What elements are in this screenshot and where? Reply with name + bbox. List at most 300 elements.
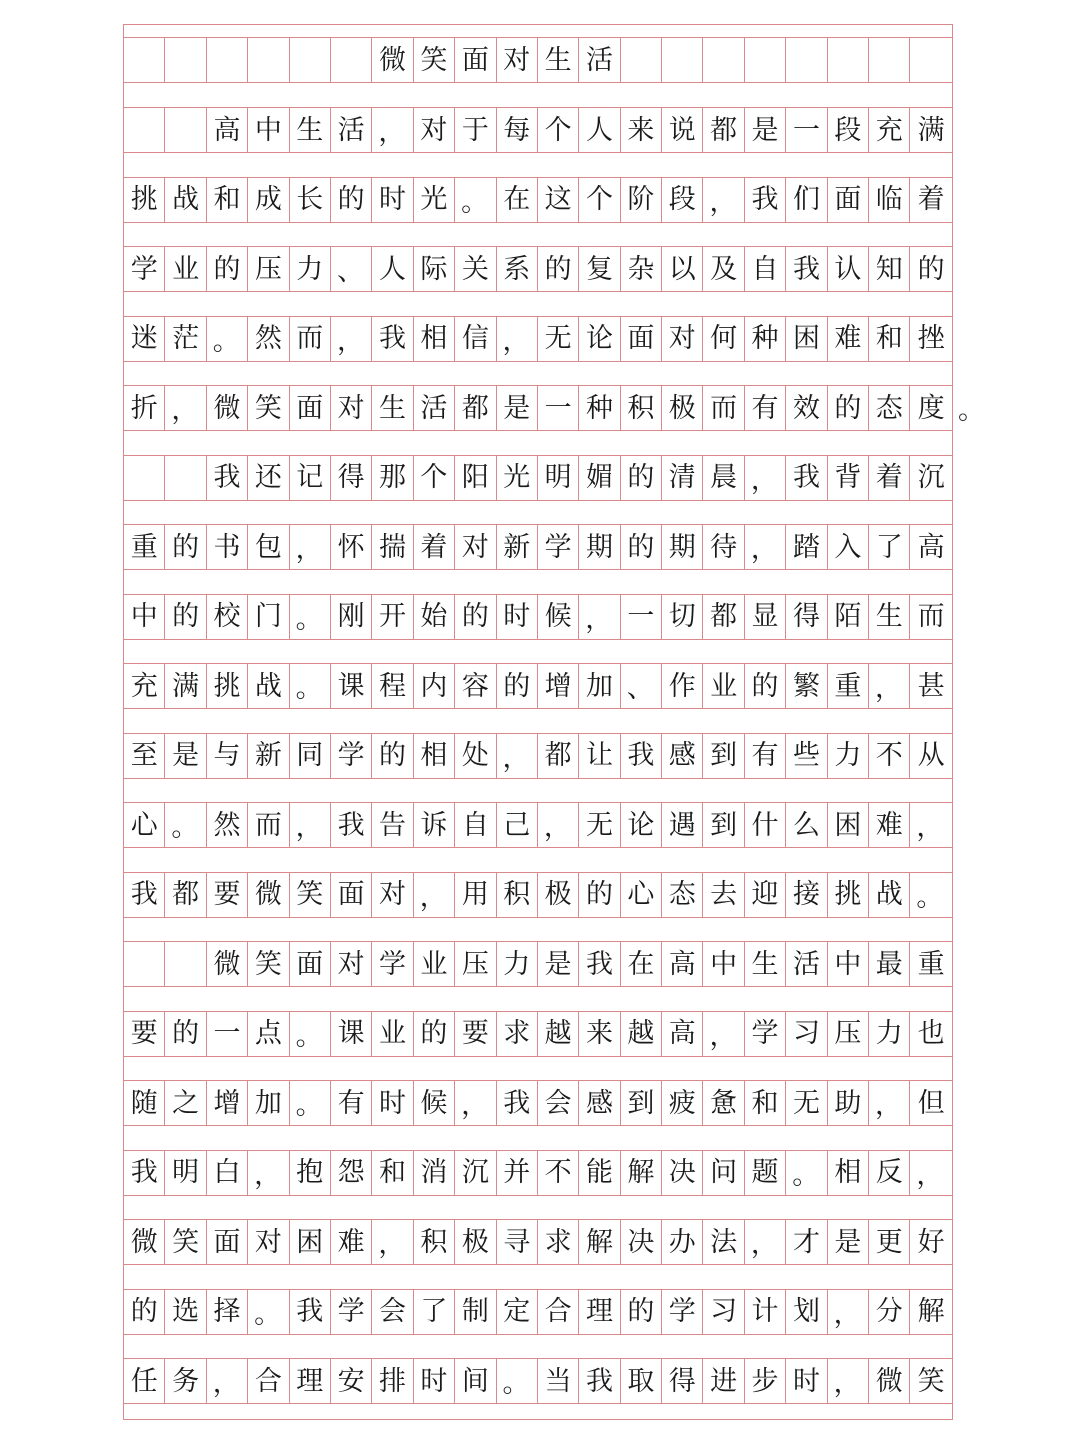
grid-cell: 心 bbox=[621, 872, 662, 918]
grid-cell: 不 bbox=[869, 733, 910, 779]
grid-cell: 、 bbox=[621, 663, 662, 709]
grid-cell: 高 bbox=[910, 524, 951, 570]
grid-cell: 困 bbox=[786, 316, 827, 362]
grid-cell: 告 bbox=[372, 802, 413, 848]
grid-cell: 的 bbox=[124, 1289, 165, 1335]
grid-cell: 内 bbox=[414, 663, 455, 709]
grid-cell: 于 bbox=[455, 107, 496, 153]
grid-cell: ， bbox=[414, 872, 455, 918]
grid-cell: 定 bbox=[497, 1289, 538, 1335]
grid-cell: 中 bbox=[828, 941, 869, 987]
text-row bbox=[124, 941, 952, 987]
grid-cell: 和 bbox=[745, 1080, 786, 1126]
grid-cell: 安 bbox=[331, 1358, 372, 1404]
grid-cell: 难 bbox=[331, 1219, 372, 1265]
grid-cell: 际 bbox=[414, 246, 455, 292]
grid-cell: 高 bbox=[662, 1011, 703, 1057]
grid-cell: 沉 bbox=[455, 1150, 496, 1196]
grid-cell: 相 bbox=[414, 733, 455, 779]
grid-cell: ， bbox=[703, 1011, 744, 1057]
grid-cell: 挑 bbox=[124, 177, 165, 223]
grid-cell: 那 bbox=[372, 455, 413, 501]
grid-cell: 始 bbox=[414, 594, 455, 640]
grid-cell: 怨 bbox=[331, 1150, 372, 1196]
grid-cell: ， bbox=[538, 802, 579, 848]
text-row bbox=[124, 177, 952, 223]
grid-cell: 到 bbox=[703, 733, 744, 779]
grid-cell: 明 bbox=[165, 1150, 206, 1196]
grid-cell bbox=[331, 37, 372, 83]
grid-cell: 知 bbox=[869, 246, 910, 292]
text-row bbox=[124, 455, 952, 501]
grid-cell: 困 bbox=[828, 802, 869, 848]
grid-cell bbox=[910, 37, 951, 83]
grid-cell: 繁 bbox=[786, 663, 827, 709]
grid-cell: 一 bbox=[207, 1011, 248, 1057]
grid-cell: 生 bbox=[538, 37, 579, 83]
title-row bbox=[124, 37, 952, 83]
grid-cell: 对 bbox=[331, 941, 372, 987]
grid-cell: 何 bbox=[703, 316, 744, 362]
grid-cell: 刚 bbox=[331, 594, 372, 640]
grid-cell bbox=[124, 941, 165, 987]
grid-cell: 择 bbox=[207, 1289, 248, 1335]
grid-cell: 战 bbox=[248, 663, 289, 709]
grid-cell bbox=[703, 37, 744, 83]
grid-cell: 的 bbox=[579, 872, 620, 918]
grid-cell: 。 bbox=[497, 1358, 538, 1404]
grid-cell: 论 bbox=[579, 316, 620, 362]
grid-cell: 甚 bbox=[910, 663, 951, 709]
grid-cell: 感 bbox=[662, 733, 703, 779]
grid-cell: 增 bbox=[207, 1080, 248, 1126]
grid-cell: 都 bbox=[165, 872, 206, 918]
grid-cell: 面 bbox=[290, 941, 331, 987]
grid-cell: 。 bbox=[248, 1289, 289, 1335]
grid-cell: 的 bbox=[621, 455, 662, 501]
grid-cell: 用 bbox=[455, 872, 496, 918]
grid-cell: 生 bbox=[290, 107, 331, 153]
grid-cell: 业 bbox=[372, 1011, 413, 1057]
grid-cell: 划 bbox=[786, 1289, 827, 1335]
grid-cell: 是 bbox=[165, 733, 206, 779]
grid-cell: 取 bbox=[621, 1358, 662, 1404]
grid-cell: 决 bbox=[662, 1150, 703, 1196]
grid-cell: 程 bbox=[372, 663, 413, 709]
grid-cell: 笑 bbox=[248, 385, 289, 431]
grid-cell: 以 bbox=[662, 246, 703, 292]
grid-cell: 我 bbox=[124, 1150, 165, 1196]
grid-cell: ， bbox=[910, 1150, 951, 1196]
grid-cell: 解 bbox=[579, 1219, 620, 1265]
grid-cell: 极 bbox=[662, 385, 703, 431]
text-row bbox=[124, 802, 952, 848]
grid-cell: ， bbox=[331, 316, 372, 362]
grid-cell: 点 bbox=[248, 1011, 289, 1057]
grid-cell bbox=[745, 37, 786, 83]
text-row bbox=[124, 316, 952, 362]
grid-cell: 并 bbox=[497, 1150, 538, 1196]
grid-cell: ， bbox=[745, 1219, 786, 1265]
grid-cell: 新 bbox=[248, 733, 289, 779]
grid-cell: 相 bbox=[828, 1150, 869, 1196]
grid-cell: 法 bbox=[703, 1219, 744, 1265]
grid-cell: 业 bbox=[414, 941, 455, 987]
grid-cell: 面 bbox=[207, 1219, 248, 1265]
grid-cell: 的 bbox=[828, 385, 869, 431]
grid-cell: 种 bbox=[745, 316, 786, 362]
grid-cell: 着 bbox=[869, 455, 910, 501]
grid-cell: 极 bbox=[538, 872, 579, 918]
grid-cell: 力 bbox=[497, 941, 538, 987]
grid-cell: 反 bbox=[869, 1150, 910, 1196]
grid-cell: ， bbox=[703, 177, 744, 223]
grid-cell: 满 bbox=[910, 107, 951, 153]
grid-cell bbox=[207, 37, 248, 83]
grid-cell: 求 bbox=[497, 1011, 538, 1057]
grid-cell: 记 bbox=[290, 455, 331, 501]
grid-cell: 和 bbox=[207, 177, 248, 223]
grid-cell: 都 bbox=[703, 107, 744, 153]
grid-cell: 关 bbox=[455, 246, 496, 292]
grid-cell: 们 bbox=[786, 177, 827, 223]
grid-cell: 时 bbox=[497, 594, 538, 640]
grid-cell: 力 bbox=[869, 1011, 910, 1057]
grid-cell: 最 bbox=[869, 941, 910, 987]
grid-cell bbox=[165, 941, 206, 987]
grid-cell: 了 bbox=[414, 1289, 455, 1335]
grid-cell: 也 bbox=[910, 1011, 951, 1057]
grid-cell: 合 bbox=[538, 1289, 579, 1335]
grid-cell: 面 bbox=[455, 37, 496, 83]
grid-cell: 。 bbox=[786, 1150, 827, 1196]
grid-cell: 复 bbox=[579, 246, 620, 292]
grid-cell: ， bbox=[497, 316, 538, 362]
grid-cell: 的 bbox=[497, 663, 538, 709]
grid-cell: 让 bbox=[579, 733, 620, 779]
grid-cell: 心 bbox=[124, 802, 165, 848]
grid-cell: ， bbox=[745, 455, 786, 501]
grid-cell: 挫 bbox=[910, 316, 951, 362]
grid-cell: 无 bbox=[538, 316, 579, 362]
grid-cell: 系 bbox=[497, 246, 538, 292]
grid-cell: 重 bbox=[828, 663, 869, 709]
grid-cell: 笑 bbox=[165, 1219, 206, 1265]
grid-cell: 解 bbox=[621, 1150, 662, 1196]
grid-cell: 感 bbox=[579, 1080, 620, 1126]
grid-cell: 然 bbox=[248, 316, 289, 362]
grid-cell: 对 bbox=[414, 107, 455, 153]
grid-cell: ， bbox=[372, 107, 413, 153]
text-row bbox=[124, 1080, 952, 1126]
grid-cell: 疲 bbox=[662, 1080, 703, 1126]
grid-cell bbox=[662, 37, 703, 83]
grid-cell: 长 bbox=[290, 177, 331, 223]
grid-cell: 对 bbox=[372, 872, 413, 918]
grid-cell: 个 bbox=[579, 177, 620, 223]
grid-cell: 人 bbox=[372, 246, 413, 292]
grid-cell: 积 bbox=[497, 872, 538, 918]
grid-cell: 同 bbox=[290, 733, 331, 779]
grid-cell: 微 bbox=[372, 37, 413, 83]
grid-cell: 迎 bbox=[745, 872, 786, 918]
grid-cell: 接 bbox=[786, 872, 827, 918]
grid-cell: 候 bbox=[538, 594, 579, 640]
grid-cell: 重 bbox=[124, 524, 165, 570]
grid-cell: 习 bbox=[786, 1011, 827, 1057]
grid-cell: 微 bbox=[248, 872, 289, 918]
grid-cell: ， bbox=[828, 1289, 869, 1335]
grid-cell: 光 bbox=[497, 455, 538, 501]
grid-cell: 有 bbox=[745, 733, 786, 779]
text-row bbox=[124, 107, 952, 153]
grid-cell: 充 bbox=[124, 663, 165, 709]
grid-cell: 越 bbox=[538, 1011, 579, 1057]
grid-cell: ， bbox=[579, 594, 620, 640]
grid-cell: 时 bbox=[372, 1080, 413, 1126]
grid-cell: 光 bbox=[414, 177, 455, 223]
grid-cell: 才 bbox=[786, 1219, 827, 1265]
grid-cell: 力 bbox=[290, 246, 331, 292]
grid-cell: 业 bbox=[165, 246, 206, 292]
grid-cell: 课 bbox=[331, 663, 372, 709]
grid-cell: 一 bbox=[538, 385, 579, 431]
grid-cell: 笑 bbox=[248, 941, 289, 987]
grid-cell: 活 bbox=[414, 385, 455, 431]
grid-cell: 面 bbox=[828, 177, 869, 223]
grid-cell: 加 bbox=[248, 1080, 289, 1126]
grid-cell: ， bbox=[372, 1219, 413, 1265]
text-row bbox=[124, 1150, 952, 1196]
grid-cell: 的 bbox=[165, 594, 206, 640]
grid-cell: 态 bbox=[869, 385, 910, 431]
grid-cell: 度 bbox=[910, 385, 951, 431]
grid-cell: 务 bbox=[165, 1358, 206, 1404]
grid-cell: 高 bbox=[662, 941, 703, 987]
grid-cell: 笑 bbox=[910, 1358, 951, 1404]
grid-cell: 信 bbox=[455, 316, 496, 362]
grid-cell: 切 bbox=[662, 594, 703, 640]
grid-cell: ， bbox=[290, 802, 331, 848]
grid-cell: 我 bbox=[745, 177, 786, 223]
grid-cell: 论 bbox=[621, 802, 662, 848]
grid-cell: 选 bbox=[165, 1289, 206, 1335]
grid-cell: 效 bbox=[786, 385, 827, 431]
grid-cell: 是 bbox=[497, 385, 538, 431]
grid-cell: 的 bbox=[455, 594, 496, 640]
grid-cell bbox=[786, 37, 827, 83]
grid-cell: 而 bbox=[703, 385, 744, 431]
grid-cell: 成 bbox=[248, 177, 289, 223]
grid-cell: 怀 bbox=[331, 524, 372, 570]
grid-cell: 当 bbox=[538, 1358, 579, 1404]
grid-cell: 业 bbox=[703, 663, 744, 709]
grid-cell: 每 bbox=[497, 107, 538, 153]
grid-cell bbox=[290, 37, 331, 83]
grid-cell: 个 bbox=[414, 455, 455, 501]
grid-cell: 积 bbox=[414, 1219, 455, 1265]
grid-cell: 都 bbox=[538, 733, 579, 779]
grid-cell: 满 bbox=[165, 663, 206, 709]
grid-cell: 的 bbox=[538, 246, 579, 292]
grid-cell: 加 bbox=[579, 663, 620, 709]
grid-cell: 生 bbox=[869, 594, 910, 640]
grid-cell: 的 bbox=[621, 1289, 662, 1335]
grid-cell: 我 bbox=[786, 455, 827, 501]
grid-cell: 压 bbox=[248, 246, 289, 292]
grid-cell: 时 bbox=[372, 177, 413, 223]
grid-cell: 抱 bbox=[290, 1150, 331, 1196]
grid-cell: ， bbox=[165, 385, 206, 431]
grid-cell: 中 bbox=[703, 941, 744, 987]
grid-cell: 但 bbox=[910, 1080, 951, 1126]
grid-cell: 还 bbox=[248, 455, 289, 501]
grid-cell: 生 bbox=[745, 941, 786, 987]
grid-cell: 难 bbox=[828, 316, 869, 362]
grid-cell: 阶 bbox=[621, 177, 662, 223]
grid-cell: 什 bbox=[745, 802, 786, 848]
grid-cell: 会 bbox=[372, 1289, 413, 1335]
grid-cell: 和 bbox=[869, 316, 910, 362]
grid-cell: 的 bbox=[331, 177, 372, 223]
grid-cell: 。 bbox=[165, 802, 206, 848]
grid-cell: 活 bbox=[579, 37, 620, 83]
grid-cell: 我 bbox=[331, 802, 372, 848]
grid-cell: 相 bbox=[414, 316, 455, 362]
grid-cell: ， bbox=[207, 1358, 248, 1404]
grid-cell: 活 bbox=[786, 941, 827, 987]
grid-cell bbox=[869, 37, 910, 83]
grid-cell bbox=[165, 107, 206, 153]
grid-cell bbox=[165, 37, 206, 83]
grid-cell: 而 bbox=[248, 802, 289, 848]
grid-cell: 都 bbox=[703, 594, 744, 640]
grid-cell: 之 bbox=[165, 1080, 206, 1126]
grid-cell: 学 bbox=[124, 246, 165, 292]
grid-cell: ， bbox=[455, 1080, 496, 1126]
grid-cell: 积 bbox=[621, 385, 662, 431]
grid-cell: 我 bbox=[207, 455, 248, 501]
grid-cell: 开 bbox=[372, 594, 413, 640]
grid-cell: 极 bbox=[455, 1219, 496, 1265]
grid-cell: 无 bbox=[786, 1080, 827, 1126]
grid-cell: 我 bbox=[579, 941, 620, 987]
grid-cell: 问 bbox=[703, 1150, 744, 1196]
grid-cell: 会 bbox=[538, 1080, 579, 1126]
grid-cell bbox=[124, 37, 165, 83]
grid-cell: 我 bbox=[579, 1358, 620, 1404]
grid-cell: 力 bbox=[828, 733, 869, 779]
grid-cell: 认 bbox=[828, 246, 869, 292]
grid-cell: 。 bbox=[290, 1080, 331, 1126]
grid-cell: 的 bbox=[165, 1011, 206, 1057]
grid-cell: 困 bbox=[290, 1219, 331, 1265]
grid-cell: 待 bbox=[703, 524, 744, 570]
grid-cell: 学 bbox=[372, 941, 413, 987]
grid-cell: 不 bbox=[538, 1150, 579, 1196]
grid-cell: 自 bbox=[745, 246, 786, 292]
grid-cell: 容 bbox=[455, 663, 496, 709]
grid-cell: 去 bbox=[703, 872, 744, 918]
grid-cell: 学 bbox=[662, 1289, 703, 1335]
grid-cell: 微 bbox=[869, 1358, 910, 1404]
grid-cell: 我 bbox=[290, 1289, 331, 1335]
grid-cell: 无 bbox=[579, 802, 620, 848]
grid-cell: 些 bbox=[786, 733, 827, 779]
grid-cell: 人 bbox=[579, 107, 620, 153]
grid-cell: 到 bbox=[621, 1080, 662, 1126]
grid-cell: 作 bbox=[662, 663, 703, 709]
grid-cell: 有 bbox=[331, 1080, 372, 1126]
grid-cell: 在 bbox=[621, 941, 662, 987]
grid-cell: 种 bbox=[579, 385, 620, 431]
grid-cell: 计 bbox=[745, 1289, 786, 1335]
grid-cell: 充 bbox=[869, 107, 910, 153]
grid-cell: 陌 bbox=[828, 594, 869, 640]
text-row bbox=[124, 246, 952, 292]
grid-cell: 惫 bbox=[703, 1080, 744, 1126]
grid-cell: 从 bbox=[910, 733, 951, 779]
grid-cell: ， bbox=[869, 1080, 910, 1126]
grid-cell bbox=[165, 455, 206, 501]
grid-cell: 习 bbox=[703, 1289, 744, 1335]
grid-cell: 面 bbox=[621, 316, 662, 362]
grid-cell: 么 bbox=[786, 802, 827, 848]
grid-cell: 个 bbox=[538, 107, 579, 153]
grid-cell: 任 bbox=[124, 1358, 165, 1404]
text-row bbox=[124, 1289, 952, 1335]
grid-cell: 微 bbox=[207, 385, 248, 431]
grid-cell: 寻 bbox=[497, 1219, 538, 1265]
grid-cell: 候 bbox=[414, 1080, 455, 1126]
grid-cell: 与 bbox=[207, 733, 248, 779]
grid-cell: 来 bbox=[579, 1011, 620, 1057]
grid-cell: 自 bbox=[455, 802, 496, 848]
grid-cell: 压 bbox=[828, 1011, 869, 1057]
grid-cell: 要 bbox=[455, 1011, 496, 1057]
text-row bbox=[124, 872, 952, 918]
grid-cell: 学 bbox=[538, 524, 579, 570]
grid-cell: 理 bbox=[579, 1289, 620, 1335]
grid-cell: 微 bbox=[207, 941, 248, 987]
grid-cell: 一 bbox=[621, 594, 662, 640]
grid-cell: 在 bbox=[497, 177, 538, 223]
grid-cell: 而 bbox=[910, 594, 951, 640]
grid-cell: ， bbox=[248, 1150, 289, 1196]
grid-cell: 媚 bbox=[579, 455, 620, 501]
grid-cell: 至 bbox=[124, 733, 165, 779]
grid-cell: 面 bbox=[290, 385, 331, 431]
grid-cell: ， bbox=[869, 663, 910, 709]
grid-cell: 题 bbox=[745, 1150, 786, 1196]
grid-cell bbox=[124, 455, 165, 501]
grid-cell: 校 bbox=[207, 594, 248, 640]
grid-cell: 增 bbox=[538, 663, 579, 709]
grid-cell: 的 bbox=[910, 246, 951, 292]
grid-cell: 来 bbox=[621, 107, 662, 153]
grid-cell: 对 bbox=[497, 37, 538, 83]
grid-cell: 课 bbox=[331, 1011, 372, 1057]
grid-cell: 时 bbox=[786, 1358, 827, 1404]
grid-cell: 压 bbox=[455, 941, 496, 987]
grid-cell: 和 bbox=[372, 1150, 413, 1196]
grid-cell: 折 bbox=[124, 385, 165, 431]
grid-cell: 要 bbox=[207, 872, 248, 918]
overflow-punctuation: 。 bbox=[958, 395, 985, 426]
text-row bbox=[124, 524, 952, 570]
grid-cell: 学 bbox=[331, 733, 372, 779]
grid-cell: 阳 bbox=[455, 455, 496, 501]
